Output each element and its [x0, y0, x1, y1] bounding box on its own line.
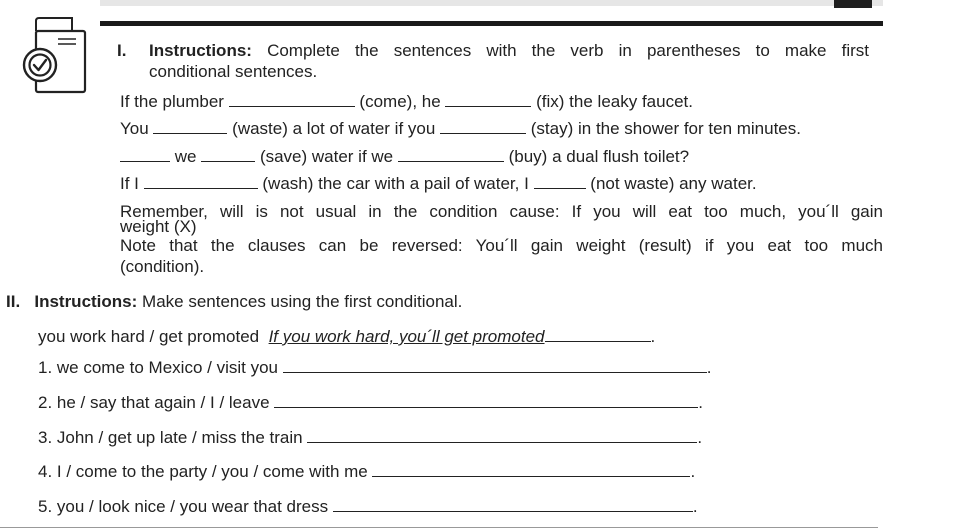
exercise2-item-1	[38, 358, 711, 378]
answer-blank[interactable]	[398, 147, 504, 162]
item-prompt: 4. I / come to the party / you / come with me	[38, 462, 368, 481]
sentence-text: (buy) a dual flush toilet?	[508, 147, 690, 166]
section1-text-line1: Complete the sentences with the verb in parentheses to make first	[267, 41, 869, 60]
answer-blank[interactable]	[274, 393, 698, 408]
answer-blank[interactable]	[229, 92, 355, 107]
answer-blank[interactable]	[201, 147, 255, 162]
note-reversed-line2: (condition).	[120, 257, 205, 276]
period: .	[692, 497, 698, 516]
sentence-text: we	[174, 147, 197, 166]
item-prompt: 2. he / say that again / I / leave	[38, 393, 270, 412]
sentence-text: If the plumber	[120, 92, 224, 111]
exercise1-sentence-1	[120, 92, 693, 112]
exercise2-item-4	[38, 462, 695, 482]
section2-instructions	[6, 292, 462, 312]
sentence-text: (save) water if we	[259, 147, 394, 166]
answer-blank[interactable]	[307, 428, 697, 443]
section1-instructions-line1	[149, 41, 869, 61]
example-prompt: you work hard / get promoted	[38, 327, 260, 346]
section2-heading: Instructions:	[34, 292, 138, 311]
exercise1-sentence-2	[120, 119, 801, 139]
section1-text-line2: conditional sentences.	[149, 62, 318, 81]
bottom-rule	[0, 527, 878, 528]
answer-blank[interactable]	[545, 327, 651, 342]
notebook-check-icon	[22, 17, 88, 97]
exercise1-sentence-3	[120, 147, 689, 167]
sentence-text: (stay) in the shower for ten minutes.	[530, 119, 801, 138]
sentence-text: You	[120, 119, 149, 138]
answer-blank[interactable]	[534, 174, 586, 189]
example-answer: If you work hard, you´ll get promoted	[268, 327, 545, 346]
top-bar-light	[100, 0, 883, 6]
period: .	[690, 462, 696, 481]
period: .	[706, 358, 712, 377]
note-will-line1: Remember, will is not usual in the condition cause: If you will eat too much, you´ll gain	[120, 202, 883, 221]
sentence-text: (waste) a lot of water if you	[232, 119, 436, 138]
exercise2-item-3	[38, 428, 702, 448]
answer-blank[interactable]	[153, 119, 227, 134]
item-prompt: 1. we come to Mexico / visit you	[38, 358, 278, 377]
top-bar-tab	[834, 0, 872, 8]
period: .	[650, 327, 656, 346]
answer-blank[interactable]	[333, 497, 693, 512]
sentence-text: (come), he	[359, 92, 441, 111]
item-prompt: 5. you / look nice / you wear that dress	[38, 497, 329, 516]
answer-blank[interactable]	[372, 462, 690, 477]
answer-blank[interactable]	[440, 119, 526, 134]
note-will-line2: weight (X)	[120, 217, 197, 236]
exercise2-item-5	[38, 497, 698, 517]
section2-numeral: II.	[6, 292, 21, 311]
answer-blank[interactable]	[445, 92, 531, 107]
item-prompt: 3. John / get up late / miss the train	[38, 428, 303, 447]
exercise2-item-2	[38, 393, 703, 413]
note-reversed-line1: Note that the clauses can be reversed: You´ll gain weight (result) if you eat too much	[120, 236, 883, 255]
sentence-text: (not waste) any water.	[590, 174, 757, 193]
header-rule	[100, 21, 883, 26]
exercise1-sentence-4	[120, 174, 757, 194]
example-item	[38, 327, 655, 347]
answer-blank[interactable]	[144, 174, 258, 189]
section1-heading: Instructions:	[149, 41, 252, 60]
section2-text: Make sentences using the first conditional.	[142, 292, 463, 311]
sentence-text: If I	[120, 174, 139, 193]
section1-numeral: I.	[117, 41, 127, 60]
answer-blank[interactable]	[283, 358, 707, 373]
sentence-text: (fix) the leaky faucet.	[536, 92, 693, 111]
answer-blank[interactable]	[120, 147, 170, 162]
sentence-text: (wash) the car with a pail of water, I	[262, 174, 529, 193]
period: .	[697, 428, 703, 447]
period: .	[698, 393, 704, 412]
